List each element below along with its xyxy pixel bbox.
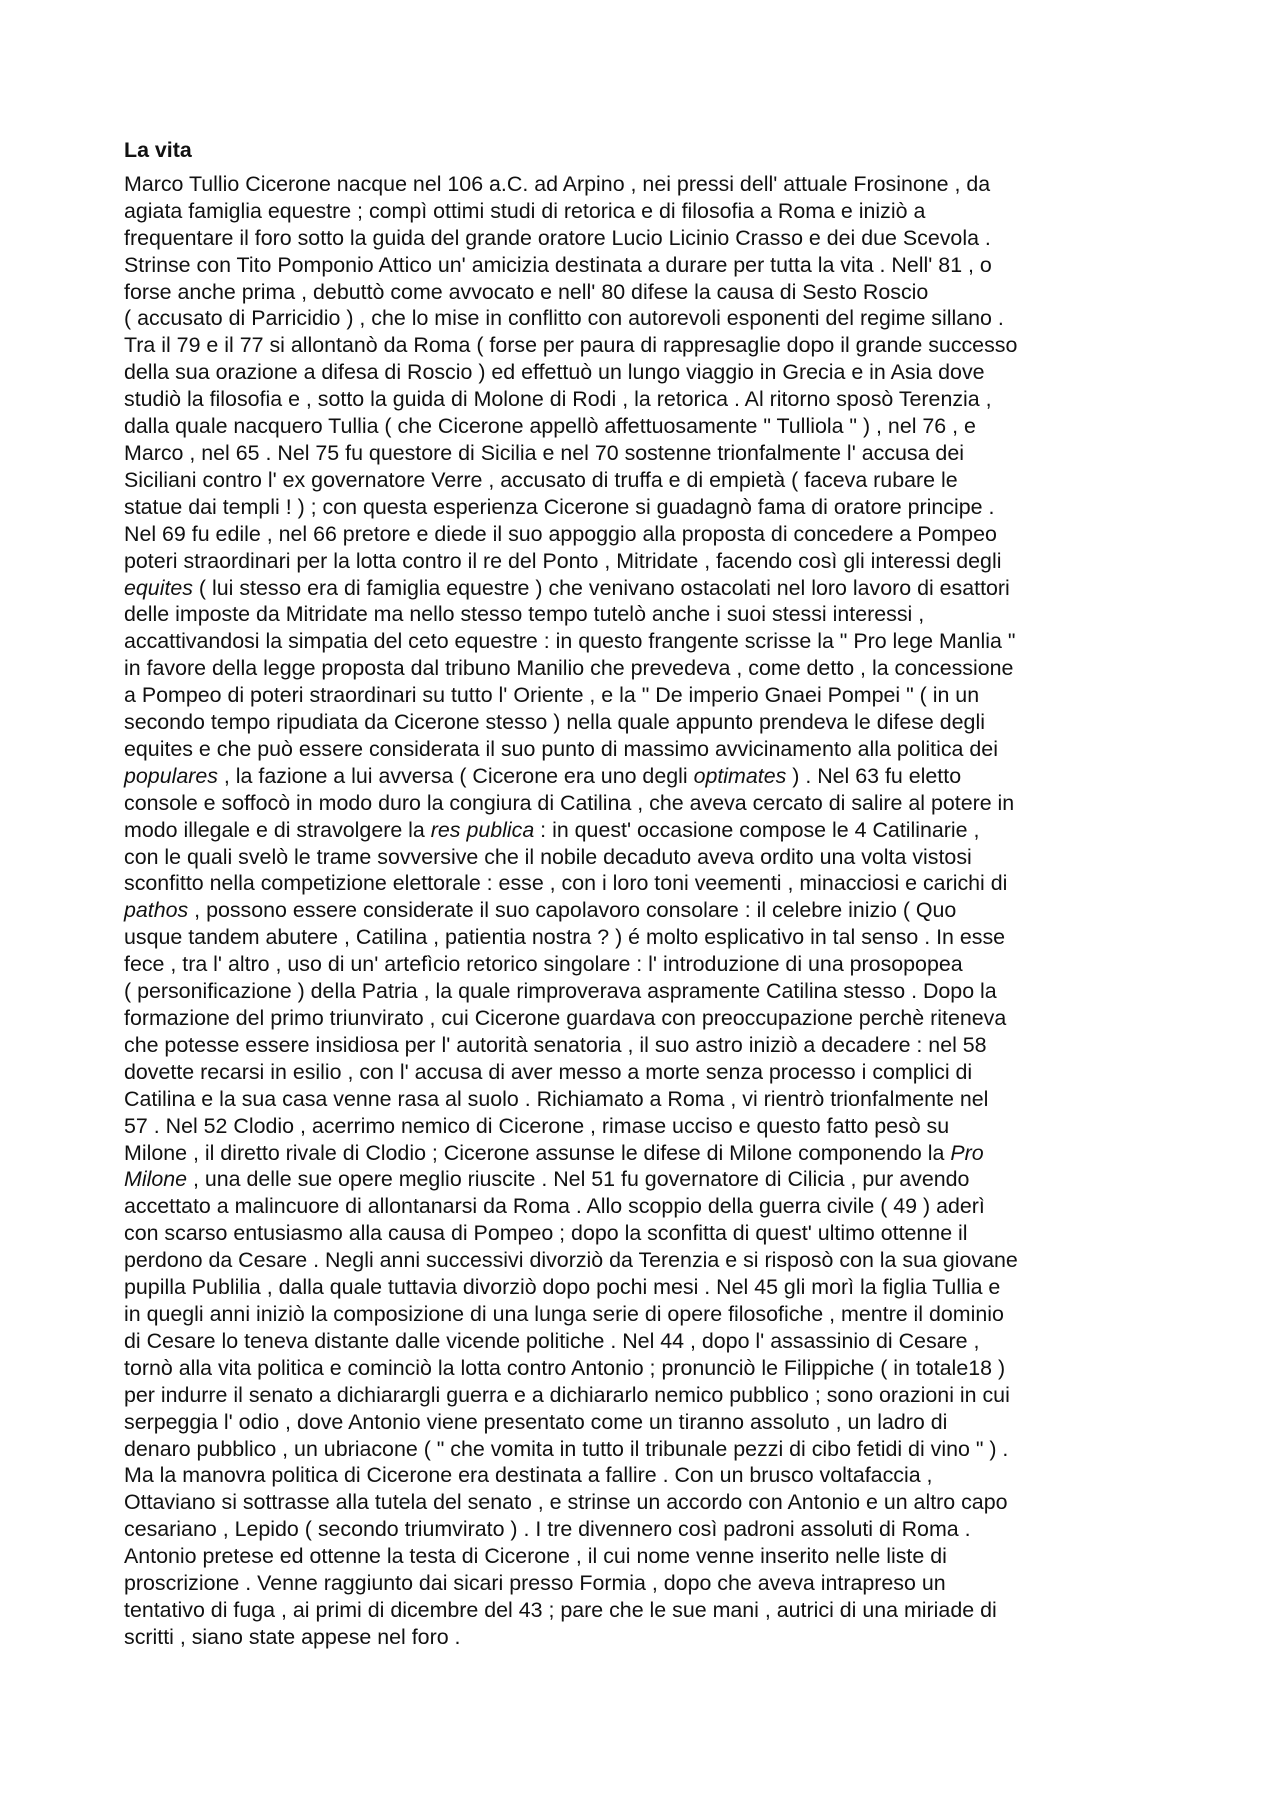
text-line xyxy=(124,1489,1164,1516)
text-line xyxy=(124,252,1164,279)
text-line xyxy=(124,1220,1164,1247)
text-segment: Catilina e la sua casa venne rasa al suolo . Richiamato a Roma , vi rientrò trionfalmente nel xyxy=(124,1086,989,1111)
text-line xyxy=(124,1543,1164,1570)
text-segment: modo illegale e di stravolgere la xyxy=(124,817,431,842)
text-segment: ) . Nel 63 fu eletto xyxy=(786,763,962,788)
text-segment: per indurre il senato a dichiarargli guerra e a dichiararlo nemico pubblico ; sono orazioni in cui xyxy=(124,1382,1010,1407)
text-line xyxy=(124,1516,1164,1543)
text-line xyxy=(124,305,1164,332)
text-line xyxy=(124,870,1164,897)
text-segment: Ma la manovra politica di Cicerone era destinata a fallire . Con un brusco voltafaccia , xyxy=(124,1463,933,1488)
text-line xyxy=(124,655,1164,682)
text-line xyxy=(124,1032,1164,1059)
text-line xyxy=(124,1086,1164,1113)
text-segment: in quegli anni iniziò la composizione di una lunga serie di opere filosofiche , mentre il dominio xyxy=(124,1301,1004,1326)
text-line xyxy=(124,682,1164,709)
text-segment: con scarso entusiasmo alla causa di Pompeo ; dopo la sconfitta di quest' ultimo ottenne il xyxy=(124,1221,968,1246)
text-segment: con le quali svelò le trame sovversive che il nobile decaduto aveva ordito una volta vistosi xyxy=(124,844,972,869)
italic-term: Milone xyxy=(124,1167,188,1192)
text-segment: Strinse con Tito Pomponio Attico un' amicizia destinata a durare per tutta la vita . Nell' 81 , o xyxy=(124,252,992,277)
text-line xyxy=(124,1624,1164,1651)
text-line xyxy=(124,1597,1164,1624)
text-segment: tentativo di fuga , ai primi di dicembre del 43 ; pare che le sue mani , autrici di una miriade di xyxy=(124,1597,997,1622)
text-segment: scritti , siano state appese nel foro . xyxy=(124,1624,461,1649)
text-line xyxy=(124,332,1164,359)
text-line xyxy=(124,601,1164,628)
text-line xyxy=(124,1166,1164,1193)
italic-term: equites xyxy=(124,575,193,600)
text-segment: poteri straordinari per la lotta contro il re del Ponto , Mitridate , facendo così gli interessi degli xyxy=(124,548,1002,573)
italic-term: Pro xyxy=(950,1140,984,1165)
text-line xyxy=(124,1274,1164,1301)
text-segment: tornò alla vita politica e cominciò la lotta contro Antonio ; pronunciò le Filippiche ( in totale18 ) xyxy=(124,1355,1006,1380)
italic-term: populares xyxy=(124,763,218,788)
text-line xyxy=(124,225,1164,252)
document-body xyxy=(124,137,1164,1651)
text-segment: ( personificazione ) della Patria , la quale rimproverava aspramente Catilina stesso . Dopo la xyxy=(124,979,997,1004)
text-line xyxy=(124,763,1164,790)
text-segment: Marco Tullio Cicerone nacque nel 106 a.C. ad Arpino , nei pressi dell' attuale Frosinone , da xyxy=(124,171,991,196)
text-segment: 57 . Nel 52 Clodio , acerrimo nemico di Cicerone , rimase ucciso e questo fatto pesò su xyxy=(124,1113,950,1138)
text-line xyxy=(124,1570,1164,1597)
text-segment: accattivandosi la simpatia del ceto equestre : in questo frangente scrisse la " Pro lege Manlia " xyxy=(124,629,1016,654)
text-line xyxy=(124,1355,1164,1382)
text-segment: della sua orazione a difesa di Roscio ) ed effettuò un lungo viaggio in Grecia e in Asia dove xyxy=(124,360,985,385)
text-line xyxy=(124,521,1164,548)
text-line xyxy=(124,198,1164,225)
text-segment: Ottaviano si sottrasse alla tutela del senato , e strinse un accordo con Antonio e un altro capo xyxy=(124,1490,1008,1515)
text-line xyxy=(124,359,1164,386)
text-line xyxy=(124,440,1164,467)
text-line xyxy=(124,817,1164,844)
text-segment: in favore della legge proposta dal tribuno Manilio che prevedeva , come detto , la concessione xyxy=(124,656,1014,681)
text-line xyxy=(124,171,1164,198)
text-segment: dovette recarsi in esilio , con l' accusa di aver messo a morte senza processo i complici di xyxy=(124,1059,973,1084)
text-line xyxy=(124,279,1164,306)
text-segment: pupilla Publilia , dalla quale tuttavia divorziò dopo pochi mesi . Nel 45 gli morì la figlia Tullia e xyxy=(124,1275,1001,1300)
text-segment: ( lui stesso era di famiglia equestre ) che venivano ostacolati nel loro lavoro di esattori xyxy=(192,575,1010,600)
text-segment: Nel 69 fu edile , nel 66 pretore e diede il suo appoggio alla proposta di concedere a Pompeo xyxy=(124,521,997,546)
text-segment: agiata famiglia equestre ; compì ottimi studi di retorica e di filosofia a Roma e iniziò a xyxy=(124,198,926,223)
text-segment: Milone , il diretto rivale di Clodio ; Cicerone assunse le difese di Milone componendo la xyxy=(124,1140,951,1165)
text-segment: Marco , nel 65 . Nel 75 fu questore di Sicilia e nel 70 sostenne trionfalmente l' accusa dei xyxy=(124,440,964,465)
text-segment: di Cesare lo teneva distante dalle vicende politiche . Nel 44 , dopo l' assassinio di Cesare , xyxy=(124,1328,980,1353)
text-line xyxy=(124,709,1164,736)
text-segment: Siciliani contro l' ex governatore Verre , accusato di truffa e di empietà ( faceva rubare le xyxy=(124,467,958,492)
text-segment: : in quest' occasione compose le 4 Catilinarie , xyxy=(534,817,980,842)
text-segment: frequentare il foro sotto la guida del grande oratore Lucio Licinio Crasso e dei due Scevola . xyxy=(124,225,991,250)
text-segment: perdono da Cesare . Negli anni successivi divorziò da Terenzia e si risposò con la sua giovane xyxy=(124,1248,1018,1273)
text-line xyxy=(124,1140,1164,1167)
text-segment: che potesse essere insidiosa per l' autorità senatoria , il suo astro iniziò a decadere : nel 58 xyxy=(124,1032,987,1057)
text-segment: , la fazione a lui avversa ( Cicerone era uno degli xyxy=(217,763,694,788)
text-line xyxy=(124,628,1164,655)
text-line xyxy=(124,1193,1164,1220)
text-line xyxy=(124,1005,1164,1032)
text-segment: Antonio pretese ed ottenne la testa di Cicerone , il cui nome venne inserito nelle liste di xyxy=(124,1544,947,1569)
text-segment: accettato a malincuore di allontanarsi da Roma . Allo scoppio della guerra civile ( 49 ) aderì xyxy=(124,1194,985,1219)
text-segment: usque tandem abutere , Catilina , patientia nostra ? ) é molto esplicativo in tal senso . In esse xyxy=(124,925,1006,950)
text-line xyxy=(124,467,1164,494)
text-line xyxy=(124,951,1164,978)
text-line xyxy=(124,1328,1164,1355)
text-segment: console e soffocò in modo duro la congiura di Catilina , che aveva cercato di salire al potere in xyxy=(124,790,1015,815)
text-segment: a Pompeo di poteri straordinari su tutto l' Oriente , e la " De imperio Gnaei Pompei " ( in un xyxy=(124,683,980,708)
text-line xyxy=(124,386,1164,413)
text-line xyxy=(124,1462,1164,1489)
text-line xyxy=(124,978,1164,1005)
text-line xyxy=(124,494,1164,521)
text-segment: serpeggia l' odio , dove Antonio viene presentato come un tiranno assoluto , un ladro di xyxy=(124,1409,948,1434)
italic-term: optimates xyxy=(693,763,787,788)
text-segment: delle imposte da Mitridate ma nello stesso tempo tutelò anche i suoi stessi interessi , xyxy=(124,602,925,627)
text-line xyxy=(124,413,1164,440)
italic-term: pathos xyxy=(124,898,189,923)
text-line xyxy=(124,1301,1164,1328)
text-line xyxy=(124,1409,1164,1436)
text-segment: forse anche prima , debuttò come avvocato e nell' 80 difese la causa di Sesto Roscio xyxy=(124,279,929,304)
text-segment: , una delle sue opere meglio riuscite . Nel 51 fu governatore di Cilicia , pur avendo xyxy=(187,1167,970,1192)
text-segment: dalla quale nacquero Tullia ( che Cicerone appellò affettuosamente " Tulliola " ) , nel 76 , e xyxy=(124,414,976,439)
text-line xyxy=(124,844,1164,871)
italic-term: res publica xyxy=(430,817,535,842)
document-title: La vita xyxy=(124,138,192,162)
text-segment: statue dai templi ! ) ; con questa esperienza Cicerone si guadagnò fama di oratore principe . xyxy=(124,494,995,519)
text-line xyxy=(124,548,1164,575)
text-line xyxy=(124,897,1164,924)
text-line xyxy=(124,1382,1164,1409)
text-segment: , possono essere considerate il suo capolavoro consolare : il celebre inizio ( Quo xyxy=(188,898,957,923)
text-line xyxy=(124,575,1164,602)
text-line xyxy=(124,790,1164,817)
text-segment: secondo tempo ripudiata da Cicerone stesso ) nella quale appunto prendeva le difese degli xyxy=(124,710,985,735)
text-segment: denaro pubblico , un ubriacone ( " che vomita in tutto il tribunale pezzi di cibo fetidi di vino " ) . xyxy=(124,1436,1009,1461)
text-segment: Tra il 79 e il 77 si allontanò da Roma ( forse per paura di rappresaglie dopo il grande successo xyxy=(124,333,1018,358)
text-segment: proscrizione . Venne raggiunto dai sicari presso Formia , dopo che aveva intrapreso un xyxy=(124,1571,946,1596)
text-line xyxy=(124,1436,1164,1463)
body-paragraph xyxy=(124,171,1164,1651)
text-line xyxy=(124,1247,1164,1274)
text-segment: fece , tra l' altro , uso di un' artefìcio retorico singolare : l' introduzione di una prosopopea xyxy=(124,952,963,977)
text-segment: sconfitto nella competizione elettorale : esse , con i loro toni veementi , minacciosi e carichi di xyxy=(124,871,1008,896)
text-line xyxy=(124,736,1164,763)
text-line xyxy=(124,924,1164,951)
text-segment: cesariano , Lepido ( secondo triumvirato ) . I tre divennero così padroni assoluti di Roma . xyxy=(124,1517,971,1542)
text-segment: studiò la filosofia e , sotto la guida di Molone di Rodi , la retorica . Al ritorno sposò Terenzia , xyxy=(124,387,992,412)
text-segment: equites e che può essere considerata il suo punto di massimo avvicinamento alla politica dei xyxy=(124,736,998,761)
text-segment: formazione del primo triunvirato , cui Cicerone guardava con preoccupazione perchè riteneva xyxy=(124,1006,1007,1030)
text-segment: ( accusato di Parricidio ) , che lo mise in conflitto con autorevoli esponenti del regime sillano . xyxy=(124,306,1004,331)
text-line xyxy=(124,1113,1164,1140)
text-line xyxy=(124,1059,1164,1086)
